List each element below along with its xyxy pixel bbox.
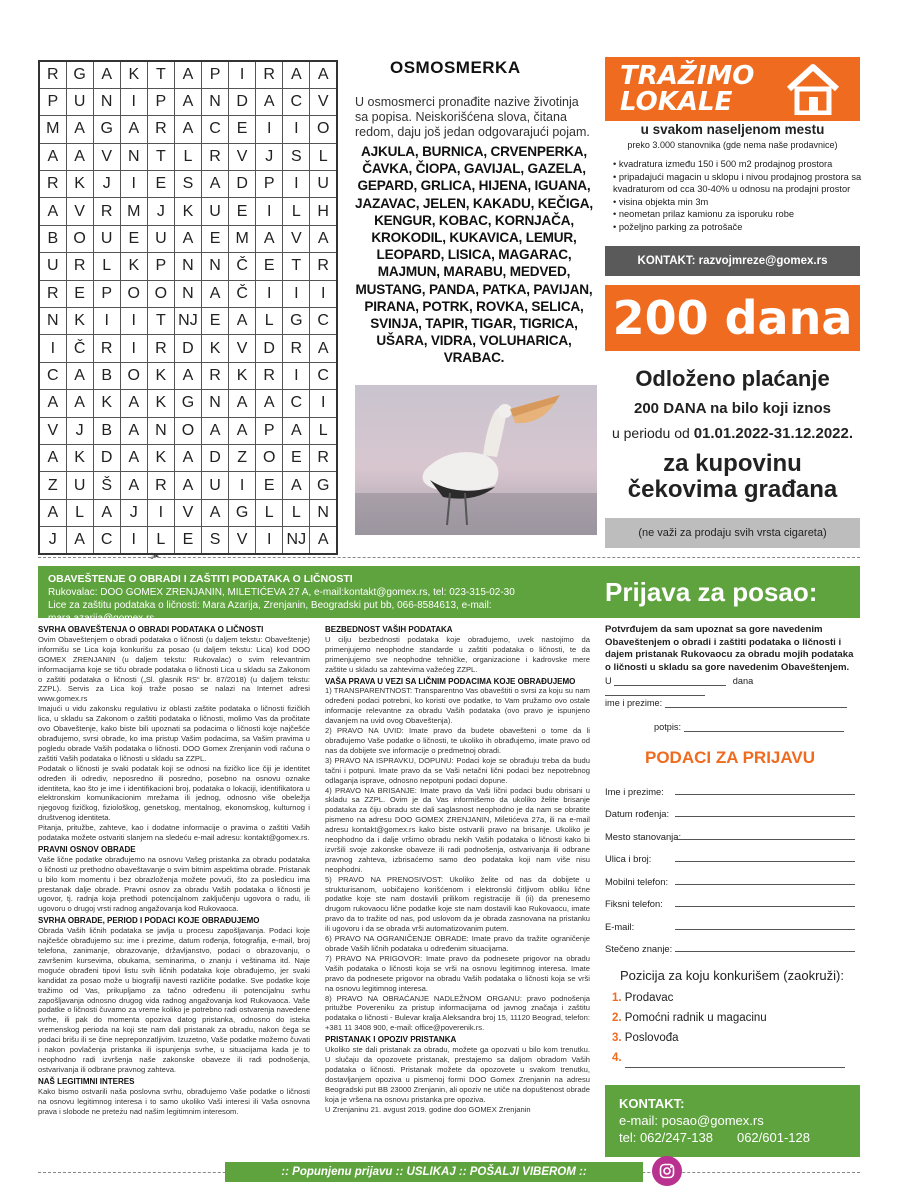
section-heading: SVRHA OBRADE, PERIOD I PODACI KOJE OBRAĐUJEMO <box>38 916 260 926</box>
grid-cell: J <box>147 198 174 225</box>
ad-lokale-contact[interactable]: KONTAKT: razvojmreze@gomex.rs <box>605 246 860 276</box>
grid-cell: S <box>202 527 229 554</box>
house-icon <box>785 63 841 115</box>
notice-column-2 <box>325 623 590 1114</box>
grid-cell: U <box>66 472 93 499</box>
grid-cell: A <box>66 527 93 554</box>
grid-cell: O <box>120 362 147 389</box>
grid-cell: I <box>229 61 256 88</box>
grid-cell: J <box>120 499 147 526</box>
grid-cell: A <box>256 225 283 252</box>
paragraph: 4) PRAVO NA BRISANJE: Imate pravo da Vaši lični podaci budu obrisani u skladu sa ZZPL. Ovim je da Vas informišemo da ukoliko želite brisanje podataka za čiju obradu ste dali saglasnost neophodno je da nam se obratite pismeno na adresu DOO GOMEX ZRENJANIN, Miletićeva 27a, ili na e-mail adresu kontakt@gomex.rs kako biste ostvarili pravo na brisanje. Ukoliko je neophodno da i dalje vršimo obradu nekih Vaših podataka o ličnosti kako bi izvršili svoje zakonske obaveze ili radi podnošenja, ostvarivanja ili odbrane pravnog zahteva, izbrisaćemo samo deo podataka koji nam više nisu neophodni. <box>325 785 590 874</box>
grid-cell: I <box>283 171 310 198</box>
grid-cell: C <box>310 362 337 389</box>
grid-cell: N <box>202 88 229 115</box>
paragraph: 8) PRAVO NA OBRAĆANJE NADLEŽNOM ORGANU: pravo podnošenja pritužbe Povereniku za pristup informacijama od javnog značaja i zaštitu podataka o ličnosti - Bulevar kralja Aleksandra broj 15, 11120 Beograd, telefon: +381 11 3408 900, e-mail: office@poverenik.rs. <box>325 993 590 1033</box>
notice-header: OBAVEŠTENJE O OBRADI I ZAŠTITI PODATAKA O LIČNOSTI Rukovalac: DOO GOMEX ZRENJANIN, MILETIĆEVA 27 A, e-mail:kontakt@gomex.rs, tel: 023-315-02-30 Lice za zaštitu podataka o ličnosti: Mara Azarija, Zrenjanin, Beogradski put bb, 066-8584613, e-mail: mara.azarija@gomex.rs <box>38 566 593 618</box>
field-residence[interactable]: Mesto stanovanja: <box>605 831 855 842</box>
field-landline[interactable]: Fiksni telefon: <box>605 898 855 909</box>
scissors-icon: ✂ <box>150 548 162 564</box>
grid-cell: Č <box>229 280 256 307</box>
consent-statement: Potvrđujem da sam upoznat sa gore navedenim Obaveštenjem o obradi i zaštiti podataka o ličnosti i dajem pristanak Rukovaocu za obradu mojih podataka o ličnosti u skladu sa gore navedenim Obaveštenjem. <box>605 624 854 673</box>
grid-cell: I <box>120 527 147 554</box>
grid-cell: I <box>147 499 174 526</box>
grid-cell: R <box>147 335 174 362</box>
grid-cell: R <box>147 116 174 143</box>
grid-row <box>39 280 337 307</box>
grid-cell: V <box>229 335 256 362</box>
grid-cell: A <box>202 417 229 444</box>
grid-cell: I <box>256 280 283 307</box>
grid-cell: G <box>310 472 337 499</box>
consent-name-row: ime i prezime: <box>605 698 855 708</box>
grid-cell: Z <box>229 444 256 471</box>
grid-cell: Č <box>66 335 93 362</box>
grid-cell: A <box>174 225 201 252</box>
contact-phone-2[interactable]: 062/601-128 <box>736 1130 810 1145</box>
grid-row <box>39 61 337 88</box>
grid-cell: I <box>256 198 283 225</box>
grid-cell: A <box>310 61 337 88</box>
grid-row <box>39 499 337 526</box>
grid-cell: A <box>120 472 147 499</box>
grid-cell: A <box>202 280 229 307</box>
grid-cell: I <box>310 280 337 307</box>
grid-cell: A <box>229 308 256 335</box>
grid-cell: E <box>174 527 201 554</box>
grid-cell: A <box>120 417 147 444</box>
paragraph: Podatak o ličnosti je svaki podatak koji se odnosi na fizičko lice čiji je identitet određen ili odrediv, neposredno ili posredno, posebno na osnovu oznake identiteta, kao što je ime i identifikacioni broj, podataka o lokaciji, identifikatora u elektronskim komunikacionim mrežama ili jednog, odnosno više obeležja njegovog fizičkog, fiziološkog, genetskog, mentalnog, ekonomskog, kulturnog i društvenog identiteta. <box>38 763 310 823</box>
osmosmerka-intro: U osmosmerci pronađite nazive životinja sa popisa. Neiskorišćena slova, čitana redom, daju još jedan odgovarajući pojam. <box>355 95 590 139</box>
position-option[interactable]: 2. Pomoćni radnik u magacinu <box>612 1012 767 1024</box>
grid-cell: O <box>174 417 201 444</box>
grid-cell: A <box>229 417 256 444</box>
grid-cell: A <box>66 390 93 417</box>
grid-cell: E <box>256 253 283 280</box>
grid-cell: A <box>93 61 120 88</box>
grid-cell: G <box>93 116 120 143</box>
viber-instruction-bar: :: Popunjenu prijavu :: USLIKAJ :: POŠALJI VIBEROM :: <box>225 1162 643 1182</box>
grid-cell: L <box>174 143 201 170</box>
grid-cell: A <box>310 527 337 554</box>
grid-cell: G <box>229 499 256 526</box>
paragraph: U cilju bezbednosti podataka koje obrađujemo, uvek nastojimo da primenjujemo neophodne standarde u zaštiti podataka o ličnosti, te da primenjujemo sve neophodne tehničke, organizacione i kadrovske mere zaštite u skladu sa zahtevima važećeg ZZPL. <box>325 634 590 674</box>
paragraph: Pitanja, pritužbe, zahteve, kao i dodatne informacije o pravima o zaštiti Vaših podataka možete ostvariti slanjem na sledeću e-mail adresu: kontakt@gomex.rs. <box>38 823 310 843</box>
grid-cell: L <box>147 527 174 554</box>
grid-row <box>39 390 337 417</box>
grid-cell: R <box>310 444 337 471</box>
grid-cell: K <box>174 198 201 225</box>
grid-cell: G <box>283 308 310 335</box>
grid-cell: I <box>283 116 310 143</box>
grid-cell: C <box>39 362 66 389</box>
grid-cell: M <box>120 198 147 225</box>
job-application-title: Prijava za posao: <box>593 566 860 618</box>
field-street[interactable]: Ulica i broj: <box>605 853 855 864</box>
grid-cell: I <box>120 88 147 115</box>
paragraph: 3) PRAVO NA ISPRAVKU, DOPUNU: Podaci koje se obrađuju treba da budu tačni i potpuni. Imate pravo da se Vaši netačni lični podaci bez nepotrebnog odlaganja isprave, odnosno nepotpuni podaci dopune. <box>325 755 590 785</box>
grid-cell: N <box>39 308 66 335</box>
signature-field[interactable] <box>684 731 844 732</box>
grid-cell: D <box>229 171 256 198</box>
ad-lokale-header <box>605 57 860 121</box>
contact-email[interactable]: e-mail: posao@gomex.rs <box>619 1113 764 1128</box>
grid-cell: R <box>93 198 120 225</box>
grid-cell: C <box>310 308 337 335</box>
grid-cell: O <box>147 280 174 307</box>
grid-cell: I <box>229 472 256 499</box>
grid-cell: P <box>93 280 120 307</box>
grid-cell: A <box>39 143 66 170</box>
paragraph: U Zrenjaninu 21. avgust 2019. godine doo GOMEX Zrenjanin <box>325 1104 531 1114</box>
field-name[interactable]: Ime i prezime: <box>605 786 855 797</box>
contact-box: KONTAKT: e-mail: posao@gomex.rs tel: 062/247-138 062/601-128 <box>605 1085 860 1157</box>
grid-cell: NJ <box>283 527 310 554</box>
grid-cell: U <box>310 171 337 198</box>
grid-cell: R <box>66 253 93 280</box>
ad-lokale-subtitle: u svakom naseljenom mestu <box>640 122 825 137</box>
grid-cell: U <box>93 225 120 252</box>
list-item: • poželjno parking za potrošače <box>613 221 863 234</box>
date-field[interactable] <box>605 695 705 696</box>
osmosmerka-title: OSMOSMERKA <box>390 58 521 77</box>
signature-row: potpis: <box>654 722 854 732</box>
list-item: • visina objekta min 3m <box>613 196 863 209</box>
grid-cell: A <box>93 499 120 526</box>
grid-row <box>39 143 337 170</box>
grid-cell: I <box>120 308 147 335</box>
grid-cell: I <box>310 390 337 417</box>
grid-cell: D <box>229 88 256 115</box>
grid-cell: K <box>66 308 93 335</box>
grid-cell: R <box>202 143 229 170</box>
grid-cell: E <box>256 472 283 499</box>
paragraph: 5) PRAVO NA PRENOSIVOST: Ukoliko želite od nas da dobijete u strukturisanom, uobičajeno korišćenom i elektronski čitljivom obliku lične podatke koje ste nam dostavili prilikom registracije ili (ii) da prenesemo drugom rukovaocu lične podatke koje ste nam dostavili kao Rukovaocu, imate pravo da to tražite od nas, pod uslovom da je obrada zasnovana na pristanku ili ugovoru i da se obrada vrši automatizovanim putem. <box>325 874 590 934</box>
grid-cell: P <box>147 253 174 280</box>
grid-cell: D <box>93 444 120 471</box>
grid-cell: A <box>120 116 147 143</box>
cut-line <box>38 557 860 558</box>
grid-row <box>39 417 337 444</box>
paragraph: 6) PRAVO NA OGRANIČENJE OBRADE: Imate pravo da tražite ograničenje obrade Vaših ličnih podataka u određenim situacijama. <box>325 934 590 953</box>
grid-cell: L <box>283 499 310 526</box>
field-email[interactable]: E-mail: <box>605 921 855 932</box>
grid-cell: A <box>202 171 229 198</box>
grid-cell: M <box>229 225 256 252</box>
position-title: Pozicija za koju konkurišem (zaokruži): <box>620 968 844 983</box>
grid-cell: O <box>256 444 283 471</box>
grid-cell: O <box>310 116 337 143</box>
list-item: • kvadratura između 150 i 500 m2 prodajnog prostora <box>613 158 863 171</box>
grid-cell: H <box>310 198 337 225</box>
grid-cell: L <box>66 499 93 526</box>
grid-cell: J <box>93 171 120 198</box>
grid-cell: R <box>147 472 174 499</box>
grid-row <box>39 362 337 389</box>
grid-cell: I <box>256 116 283 143</box>
grid-cell: N <box>174 280 201 307</box>
grid-cell: E <box>147 171 174 198</box>
paragraph: Kako bismo ostvarili naša poslovna svrhu, obrađujemo Vaše podatke o ličnosti na osnovu legitimnog interesa i to samo ukoliko Vaši interesi ili Vaša osnovna prava i slobode ne preteżu nad našim legitimnim interesom. <box>38 1086 310 1116</box>
ad-dana-banner: 200 dana <box>605 285 860 351</box>
grid-cell: J <box>39 527 66 554</box>
place-field[interactable] <box>614 685 726 686</box>
grid-cell: T <box>283 253 310 280</box>
grid-row <box>39 335 337 362</box>
grid-cell: K <box>202 335 229 362</box>
paragraph: Ukoliko ste dali pristanak za obradu, možete ga opozvati u bilo kom trenutku. U slučaju da opozovete pristanak, prestajemo sa daljom obradom Vaših podataka o ličnosti. Pristanak možete da opozovete u svakom trenutku, dostavljanjem opoziva u pismenoj formi DOO Gomex Zrenjanin na adresu Beogradski put BB 23000 Zrenjanin, ali opoziv ne utiče na dopuštenost obrade koja je vršena na osnovu pristanka pre opoziva. <box>325 1045 590 1104</box>
grid-cell: S <box>174 171 201 198</box>
grid-cell: K <box>66 444 93 471</box>
grid-cell: L <box>256 308 283 335</box>
grid-cell: E <box>202 308 229 335</box>
field-mobile[interactable]: Mobilni telefon: <box>605 876 855 887</box>
osmosmerka-word-list: AJKULA, BURNICA, CRVENPERKA, ČAVKA, ČIOPA, GAVIJAL, GAZELA, GEPARD, GRLICA, HIJENA, IGUANA, JAZAVAC, JELEN, KAKADU, KEČIGA, KENGUR, KOBAC, KORNJAČA, KROKODIL, KUKAVICA, LEMUR, LEOPARD, LISICA, MAGARAC, MAJMUN, MARABU, MEDVED, MUSTANG, PANDA, PATKA, PAVIJAN, PIRANA, POTRK, ROVKA, SELICA, SVINJA, TAPIR, TIGAR, TIGRICA, UŠARA, VIDRA, VOLUHARICA, VRABAC. <box>354 144 593 366</box>
grid-row <box>39 253 337 280</box>
field-birthdate[interactable]: Datum rođenja: <box>605 808 855 819</box>
position-list <box>612 988 857 1068</box>
grid-cell: K <box>120 253 147 280</box>
grid-cell: V <box>66 198 93 225</box>
grid-cell: A <box>39 390 66 417</box>
grid-cell: V <box>229 527 256 554</box>
section-heading: PRAVNI OSNOV OBRADE <box>38 844 136 854</box>
grid-cell: I <box>39 335 66 362</box>
grid-cell: K <box>93 390 120 417</box>
grid-cell: Č <box>229 253 256 280</box>
grid-cell: J <box>256 143 283 170</box>
grid-cell: A <box>256 88 283 115</box>
grid-cell: U <box>147 225 174 252</box>
grid-cell: A <box>174 362 201 389</box>
grid-row <box>39 198 337 225</box>
ad-dana-period: u periodu od 01.01.2022-31.12.2022. <box>611 425 854 442</box>
grid-cell: A <box>283 472 310 499</box>
paragraph: Vaše lične podatke obrađujemo na osnovu Vašeg pristanka za obradu podataka o ličnosti uz prethodno obaveštavanje o svim bitnim aspektima obrade. Pristanak u bilo kom momentu i bez obrazloženja možete povući, što za posledicu ima prestanak dalje obrade. Pravni osnov za obradu Vaših podataka o ličnosti je ugovor, tj. radnja koja prethodi potencijalnom zaključenju ugovora o radu, ili ugovoru o drugoj vrsti radnog angažovanja kod Rukovaoca. <box>38 854 310 914</box>
position-option[interactable]: 4. <box>612 1048 857 1068</box>
grid-cell: T <box>147 61 174 88</box>
grid-cell: E <box>283 444 310 471</box>
grid-cell: A <box>283 417 310 444</box>
grid-cell: U <box>39 253 66 280</box>
grid-cell: N <box>202 390 229 417</box>
grid-cell: B <box>39 225 66 252</box>
grid-cell: R <box>256 61 283 88</box>
grid-cell: I <box>120 335 147 362</box>
grid-cell: O <box>66 225 93 252</box>
paragraph: 2) PRAVO NA UVID: Imate pravo da budete obavešteni o tome da li obrađujemo Vaše podatke o ličnosti, te ukoliko ih obrađujemo, imate pravo od nas da dobijete sve informacije o predmetnoj obradi. <box>325 726 590 755</box>
grid-cell: A <box>66 362 93 389</box>
grid-cell: A <box>39 499 66 526</box>
grid-row <box>39 88 337 115</box>
paragraph: 1) TRANSPARENTNOST: Transparentno Vas obaveštiti o svrsi za koju su nam određeni podaci potrebni, ko koristi ove podatke, to Vam pružamo ovo ostale informacije relevantne za obradu Vaših podataka (ovo pravo je ispunjeno davanjem na uvid ovog Obaveštenja). <box>325 686 590 726</box>
grid-cell: V <box>310 88 337 115</box>
grid-cell: Š <box>93 472 120 499</box>
grid-row <box>39 308 337 335</box>
grid-cell: V <box>283 225 310 252</box>
grid-row <box>39 444 337 471</box>
grid-cell: I <box>283 280 310 307</box>
grid-cell: B <box>93 362 120 389</box>
grid-cell: L <box>310 143 337 170</box>
ad-dana-line2: 200 DANA na bilo koji iznos <box>634 400 831 417</box>
grid-cell: K <box>229 362 256 389</box>
paragraph: 7) PRAVO NA PRIGOVOR: Imate pravo da podnesete prigovor na obradu Vaših podataka o ličnosti koja se vrši na osnovu legitimnog interesa. Imate pravo da podnesete prigovor na obradu Vaših podataka o ličnosti koja se vrši na osnovu legitimnog interesa. <box>325 953 590 993</box>
grid-cell: A <box>39 198 66 225</box>
grid-cell: I <box>256 527 283 554</box>
grid-cell: D <box>256 335 283 362</box>
grid-cell: R <box>202 362 229 389</box>
grid-cell: T <box>147 143 174 170</box>
grid-row <box>39 527 337 554</box>
grid-cell: M <box>39 116 66 143</box>
grid-cell: R <box>39 171 66 198</box>
grid-cell: I <box>120 171 147 198</box>
grid-cell: N <box>93 88 120 115</box>
consent-name-field[interactable] <box>665 707 847 708</box>
grid-cell: A <box>120 444 147 471</box>
grid-row <box>39 472 337 499</box>
grid-cell: Z <box>39 472 66 499</box>
grid-cell: E <box>120 225 147 252</box>
grid-cell: B <box>93 417 120 444</box>
grid-cell: A <box>120 390 147 417</box>
paragraph: Obrada Vaših ličnih podataka se javlja u procesu zapošljavanja. Podaci koje najčešće obrađujemo su: ime i prezime, datum rođenja, fotografija, e-mail, broj telefona, zanimanje, obrazovanje, državljanstvo, podaci o obrazovanju, o završenim kursevima, obukama, seminarima, o znanju i veštinama itd. Naje moguće obrađeni tipovi listu svih ličnih podataka koje obrađujemo, jer svaki kandidat za posao može u biografiji navesti različite podatke. Sve podatke koje tražimo od Vas, prikupljamo za tačno određenu ili potencijalnu svrhu zapošljavanja odnosno drugog vida radnog angažovanja kod Rukovaoca. Vaše podatke o ličnosti čuvamo za vreme koliko je potrebno radi ostvarenja navedene svrhe, ili pak do momenta opoziva datog pristanka, odnosno do isteka vremenskog perioda na koji ste nam dali pristanak za obradu, nakon čega se podaci brišu ili se čine nepreponzatljivim. Izuzetno, Vaše podatke možemo čuvati i nakon povlačenja pristanka ili ispunjenja svrhe, u situacijama kada je to neophodno radi izvršenja naše zakonske obaveze ili radi podnošenja, ostvarivanja ili odbrane pravnog zahteva. <box>38 926 310 1074</box>
grid-cell: A <box>283 61 310 88</box>
grid-cell: R <box>93 335 120 362</box>
ad-lokale-requirements <box>613 158 863 234</box>
grid-cell: N <box>202 253 229 280</box>
place-date-row: U dana <box>605 676 855 696</box>
grid-cell: E <box>229 116 256 143</box>
section-heading: PRISTANAK I OPOZIV PRISTANKA <box>325 1035 457 1045</box>
grid-cell: V <box>39 417 66 444</box>
grid-cell: I <box>283 362 310 389</box>
section-heading: VAŠA PRAVA U VEZI SA LIČNIM PODACIMA KOJE OBRAĐUJEMO <box>325 676 576 686</box>
grid-cell: R <box>283 335 310 362</box>
grid-cell: N <box>310 499 337 526</box>
grid-cell: A <box>310 335 337 362</box>
grid-cell: A <box>174 61 201 88</box>
grid-cell: P <box>202 61 229 88</box>
grid-cell: A <box>39 444 66 471</box>
grid-cell: A <box>66 116 93 143</box>
field-knowledge[interactable]: Stečeno znanje: <box>605 943 855 954</box>
position-option[interactable]: 1. Prodavac <box>612 992 674 1004</box>
grid-cell: A <box>174 472 201 499</box>
grid-cell: E <box>202 225 229 252</box>
grid-cell: D <box>174 335 201 362</box>
paragraph: Imajući u vidu zakonsku regulativu iz oblasti zaštite podataka o ličnosti fizičkih lica, u skladu sa Zakonom o zaštiti podataka o ličnosti, molimo Vas da pročitate ovo Obaveštenje, kako biste bili upoznati sa podacima o ličnosti koje najčešće obrađujemo, svrsi obrade, ko ima pristup Vašim podacima, sa Vašim pravima u pogledu obrade Vaših podataka o ličnosti. DOO Gomex Zrenjanin vodi računa o zaštiti Vaših podataka o ličnosti u skladu sa ZZPL. <box>38 704 310 763</box>
section-heading: NAŠ LEGITIMNI INTERES <box>38 1076 135 1086</box>
ad-dana-line4: za kupovinu čekovima građana <box>627 450 838 503</box>
grid-cell: A <box>174 116 201 143</box>
grid-cell: I <box>93 308 120 335</box>
grid-cell: N <box>147 417 174 444</box>
ad-lokale-subtitle2: preko 3.000 stanovnika (gde nema naše prodavnice) <box>627 140 838 150</box>
grid-cell: NJ <box>174 308 201 335</box>
grid-cell: E <box>229 198 256 225</box>
section-heading: BEZBEDNOST VAŠIH PODATAKA <box>325 625 453 634</box>
grid-row <box>39 171 337 198</box>
grid-cell: O <box>120 280 147 307</box>
grid-cell: V <box>174 499 201 526</box>
grid-cell: G <box>66 61 93 88</box>
grid-cell: K <box>120 61 147 88</box>
grid-row <box>39 116 337 143</box>
grid-cell: P <box>147 88 174 115</box>
grid-cell: K <box>66 171 93 198</box>
list-item: • pripadajući magacin u sklopu i nivou prodajnog prostora sa kvadraturom od cca 30-40% u odnosu na prodajni prostor <box>613 171 863 196</box>
grid-cell: U <box>202 472 229 499</box>
grid-cell: R <box>39 280 66 307</box>
grid-cell: V <box>93 143 120 170</box>
grid-cell: N <box>174 253 201 280</box>
grid-cell: R <box>256 362 283 389</box>
grid-cell: C <box>283 88 310 115</box>
grid-cell: K <box>147 444 174 471</box>
grid-cell: C <box>93 527 120 554</box>
grid-cell: K <box>147 362 174 389</box>
grid-cell: A <box>256 390 283 417</box>
grid-cell: E <box>66 280 93 307</box>
grid-cell: L <box>93 253 120 280</box>
contact-phone-1[interactable]: tel: 062/247-138 <box>619 1130 713 1145</box>
grid-cell: A <box>310 225 337 252</box>
grid-cell: R <box>39 61 66 88</box>
grid-cell: U <box>202 198 229 225</box>
grid-cell: T <box>147 308 174 335</box>
pelican-photo <box>355 385 597 535</box>
paragraph: Ovim Obaveštenjem o obradi podataka o ličnosti (u daljem tekstu: Obaveštenje) informišu se Lica koja konkurišu za posao (u daljem tekstu: Lica) kod DOO GOMEX ZRENJANIN (u daljem tekstu: Rukovalac) o svim relevantnim informacijama koje se tiču obrade podataka o ličnosti Lica u skladu sa Zakonom o zaštiti podataka o ličnosti („Sl. glasnik RS“ br. 87/2018) (u daljem tekstu: ZZPL). Servis za Lica koji traže posao se nalazi na Internet adresi www.gomex.rs <box>38 634 310 704</box>
position-option[interactable]: 3. Poslovođa <box>612 1032 679 1044</box>
notice-column-1 <box>38 623 310 1116</box>
grid-cell: N <box>120 143 147 170</box>
grid-cell: G <box>174 390 201 417</box>
grid-cell: A <box>202 499 229 526</box>
word-search-grid <box>38 60 338 555</box>
grid-cell: R <box>310 253 337 280</box>
grid-cell: S <box>283 143 310 170</box>
grid-cell: J <box>66 417 93 444</box>
grid-cell: L <box>310 417 337 444</box>
grid-cell: P <box>256 171 283 198</box>
section-heading: SVRHA OBAVEŠTENJA O OBRADI PODATAKA O LIČNOSTI <box>38 625 264 634</box>
grid-cell: A <box>66 143 93 170</box>
grid-cell: A <box>229 390 256 417</box>
form-section-title: PODACI ZA PRIJAVU <box>644 748 816 767</box>
ad-dana-line1: Odloženo plaćanje <box>635 366 830 391</box>
grid-cell: P <box>256 417 283 444</box>
grid-cell: P <box>39 88 66 115</box>
grid-cell: C <box>283 390 310 417</box>
grid-cell: A <box>174 444 201 471</box>
grid-cell: L <box>256 499 283 526</box>
grid-cell: L <box>283 198 310 225</box>
ad-dana-footnote: (ne važi za prodaju svih vrsta cigareta) <box>605 518 860 548</box>
grid-cell: U <box>66 88 93 115</box>
instagram-icon[interactable] <box>652 1156 682 1186</box>
grid-cell: V <box>229 143 256 170</box>
ad-lokale-title: TRAŽIMO LOKALE <box>620 61 755 117</box>
grid-cell: D <box>202 444 229 471</box>
grid-row <box>39 225 337 252</box>
grid-cell: C <box>202 116 229 143</box>
list-item: • neometan prilaz kamionu za isporuku robe <box>613 208 863 221</box>
grid-cell: K <box>147 390 174 417</box>
grid-cell: A <box>174 88 201 115</box>
